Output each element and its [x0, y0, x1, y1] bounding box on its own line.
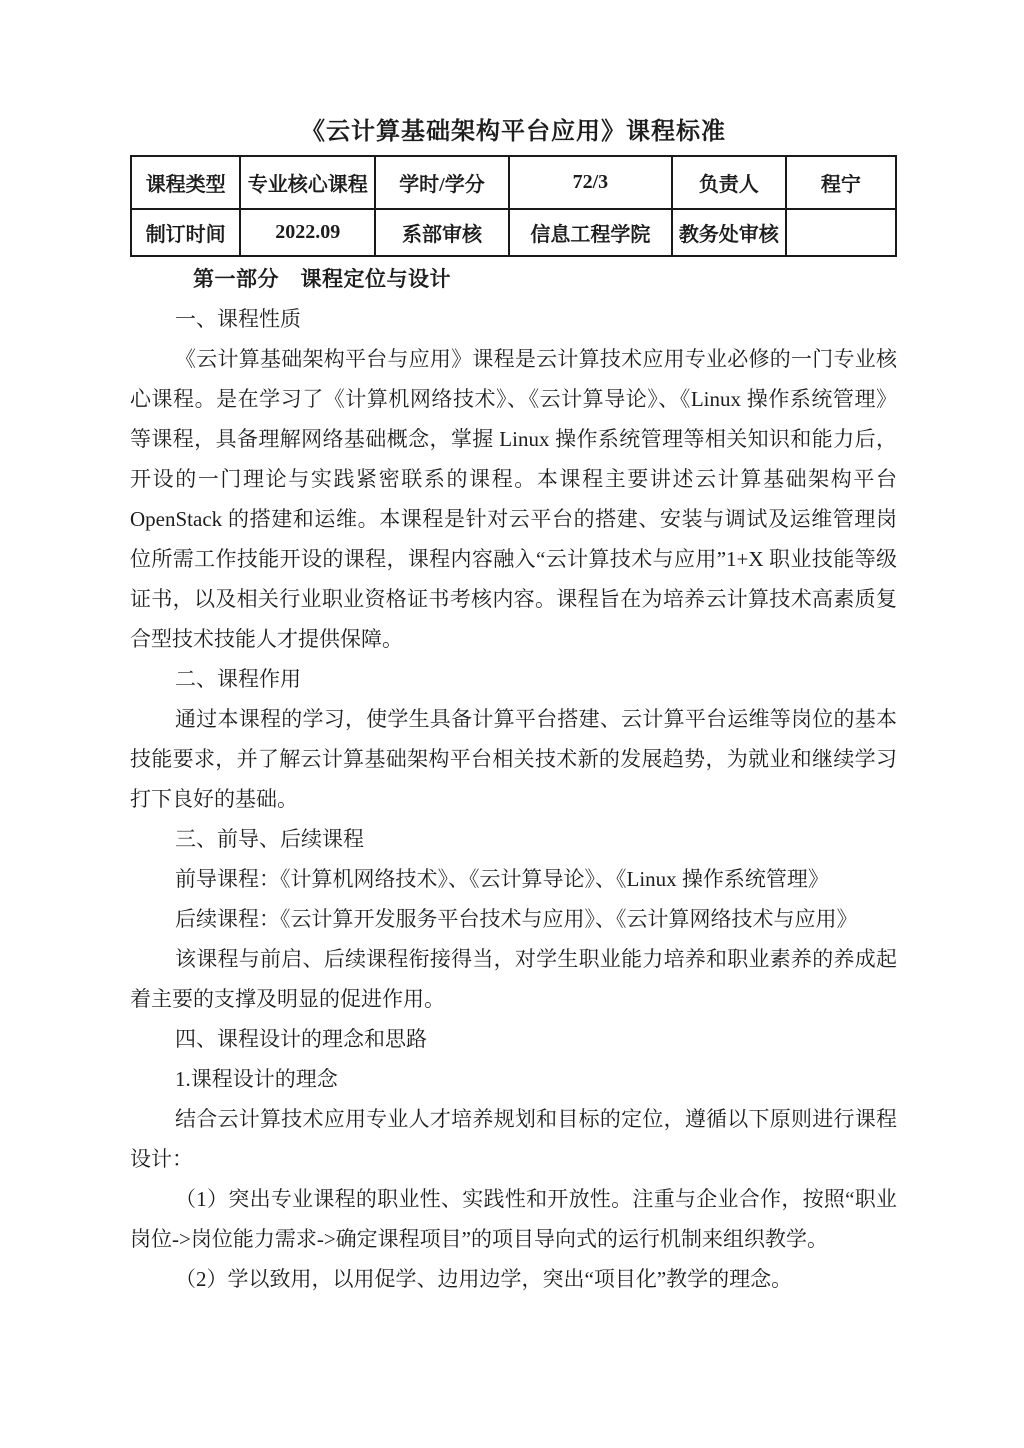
design-principle-2: （2）学以致用，以用促学、边用边学，突出“项目化”教学的理念。 [175, 1267, 793, 1291]
cell-office-review-label: 教务处审核 [672, 209, 786, 256]
cell-hours-credit-label: 学时/学分 [375, 156, 509, 209]
section2-paragraph: 通过本课程的学习，使学生具备计算平台搭建、云计算平台运维等岗位的基本技能要求，并了解云计算基础架构平台相关技术新的发展趋势，为就业和继续学习打下良好的基础。 [130, 707, 897, 811]
cell-course-type-value: 专业核心课程 [240, 156, 375, 209]
section4-sub1-heading: 1.课程设计的理念 [175, 1067, 338, 1091]
successor-courses-line: 后续课程：《云计算开发服务平台技术与应用》、《云计算网络技术与应用》 [175, 907, 858, 931]
design-principles-intro: 结合云计算技术应用专业人才培养规划和目标的定位，遵循以下原则进行课程设计： [130, 1107, 897, 1171]
cell-date-label: 制订时间 [131, 209, 240, 256]
cell-office-review-value [786, 209, 896, 256]
cell-date-value: 2022.09 [240, 209, 375, 256]
predecessor-courses-line: 前导课程：《计算机网络技术》、《云计算导论》、《Linux 操作系统管理》 [175, 867, 829, 891]
document-body [130, 259, 897, 1299]
cell-person-value: 程宁 [786, 156, 896, 209]
section3-paragraph: 该课程与前启、后续课程衔接得当，对学生职业能力培养和职业素养的养成起着主要的支撑及明显的促进作用。 [130, 947, 897, 1011]
section1-heading: 一、课程性质 [175, 307, 301, 331]
section1-paragraph: 《云计算基础架构平台与应用》课程是云计算技术应用专业必修的一门专业核心课程。是在学习了《计算机网络技术》、《云计算导论》、《Linux 操作系统管理》等课程，具备理解网络基础概念，掌握 Linux 操作系统管理等相关知识和能力后，开设的一门理论与实践紧密联系的课程。本课程主要讲述云计算基础架构平台 OpenStack 的搭建和运维。本课程是针对云平台的搭建、安装与调试及运维管理岗位所需工作技能开设的课程，课程内容融入“云计算技术与应用”1+X 职业技能等级证书，以及相关行业职业资格证书考核内容。课程旨在为培养云计算技术高素质复合型技术技能人才提供保障。 [130, 347, 897, 651]
cell-dept-review-label: 系部审核 [375, 209, 509, 256]
course-info-table [130, 155, 897, 257]
design-principle-1: （1）突出专业课程的职业性、实践性和开放性。注重与企业合作，按照“职业岗位->岗位能力需求->确定课程项目”的项目导向式的运行机制来组织教学。 [130, 1187, 897, 1251]
section3-heading: 三、前导、后续课程 [175, 827, 364, 851]
part1-heading: 第一部分 课程定位与设计 [193, 267, 451, 291]
section4-heading: 四、课程设计的理念和思路 [175, 1027, 427, 1051]
info-table-row [131, 209, 896, 256]
info-table-row [131, 156, 896, 209]
page-title: 《云计算基础架构平台应用》课程标准 [301, 119, 726, 145]
section2-heading: 二、课程作用 [175, 667, 301, 691]
cell-course-type-label: 课程类型 [131, 156, 240, 209]
cell-hours-credit-value: 72/3 [509, 156, 672, 209]
cell-person-label: 负责人 [672, 156, 786, 209]
cell-dept-review-value: 信息工程学院 [509, 209, 672, 256]
